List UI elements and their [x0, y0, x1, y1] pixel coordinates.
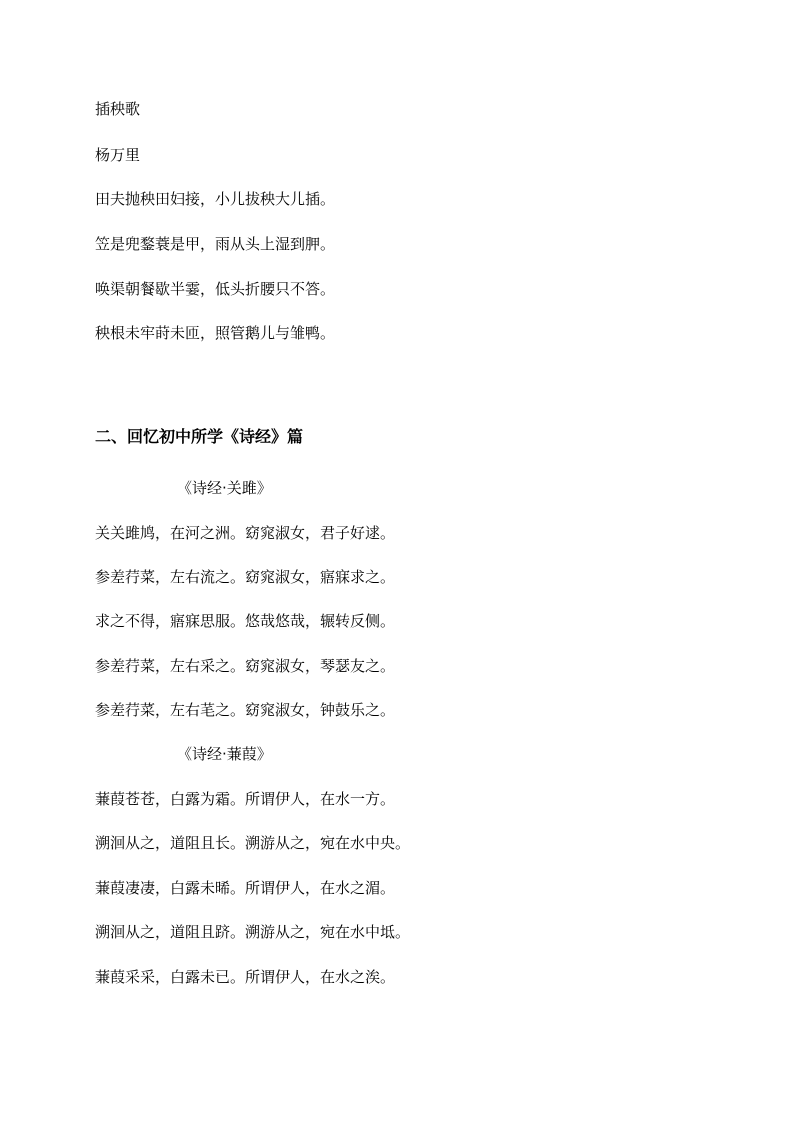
poem-line: 溯洄从之，道阻且跻。溯游从之，宛在水中坻。 — [95, 923, 411, 941]
poem-line: 参差荇菜，左右流之。窈窕淑女，寤寐求之。 — [95, 568, 396, 586]
poem-author: 杨万里 — [95, 146, 141, 164]
poem-line: 秧根未牢莳未匝，照管鹅儿与雏鸭。 — [95, 324, 336, 342]
poem-line: 求之不得，寤寐思服。悠哉悠哉，辗转反侧。 — [95, 612, 396, 630]
poem-title: 插秧歌 — [95, 100, 141, 118]
poem-line: 笠是兜鍪蓑是甲，雨从头上湿到胛。 — [95, 235, 336, 253]
poem-line: 蒹葭苍苍，白露为霜。所谓伊人，在水一方。 — [95, 790, 396, 808]
poem-line: 参差荇菜，左右芼之。窈窕淑女，钟鼓乐之。 — [95, 701, 396, 719]
section-heading: 二、回忆初中所学《诗经》篇 — [95, 427, 304, 446]
poem-line: 关关雎鸠，在河之洲。窈窕淑女，君子好逑。 — [95, 524, 396, 542]
poem-line: 溯洄从之，道阻且长。溯游从之，宛在水中央。 — [95, 834, 411, 852]
poem-title-guanju: 《诗经·关雎》 — [177, 479, 272, 497]
poem-line: 蒹葭凄凄，白露未晞。所谓伊人，在水之湄。 — [95, 879, 396, 897]
poem-line: 参差荇菜，左右采之。窈窕淑女，琴瑟友之。 — [95, 657, 396, 675]
poem-title-jianjia: 《诗经·蒹葭》 — [177, 745, 272, 763]
poem-line: 田夫抛秧田妇接，小儿拔秧大儿插。 — [95, 190, 336, 208]
poem-line: 唤渠朝餐歇半霎，低头折腰只不答。 — [95, 280, 336, 298]
poem-line: 蒹葭采采，白露未已。所谓伊人，在水之涘。 — [95, 968, 396, 986]
